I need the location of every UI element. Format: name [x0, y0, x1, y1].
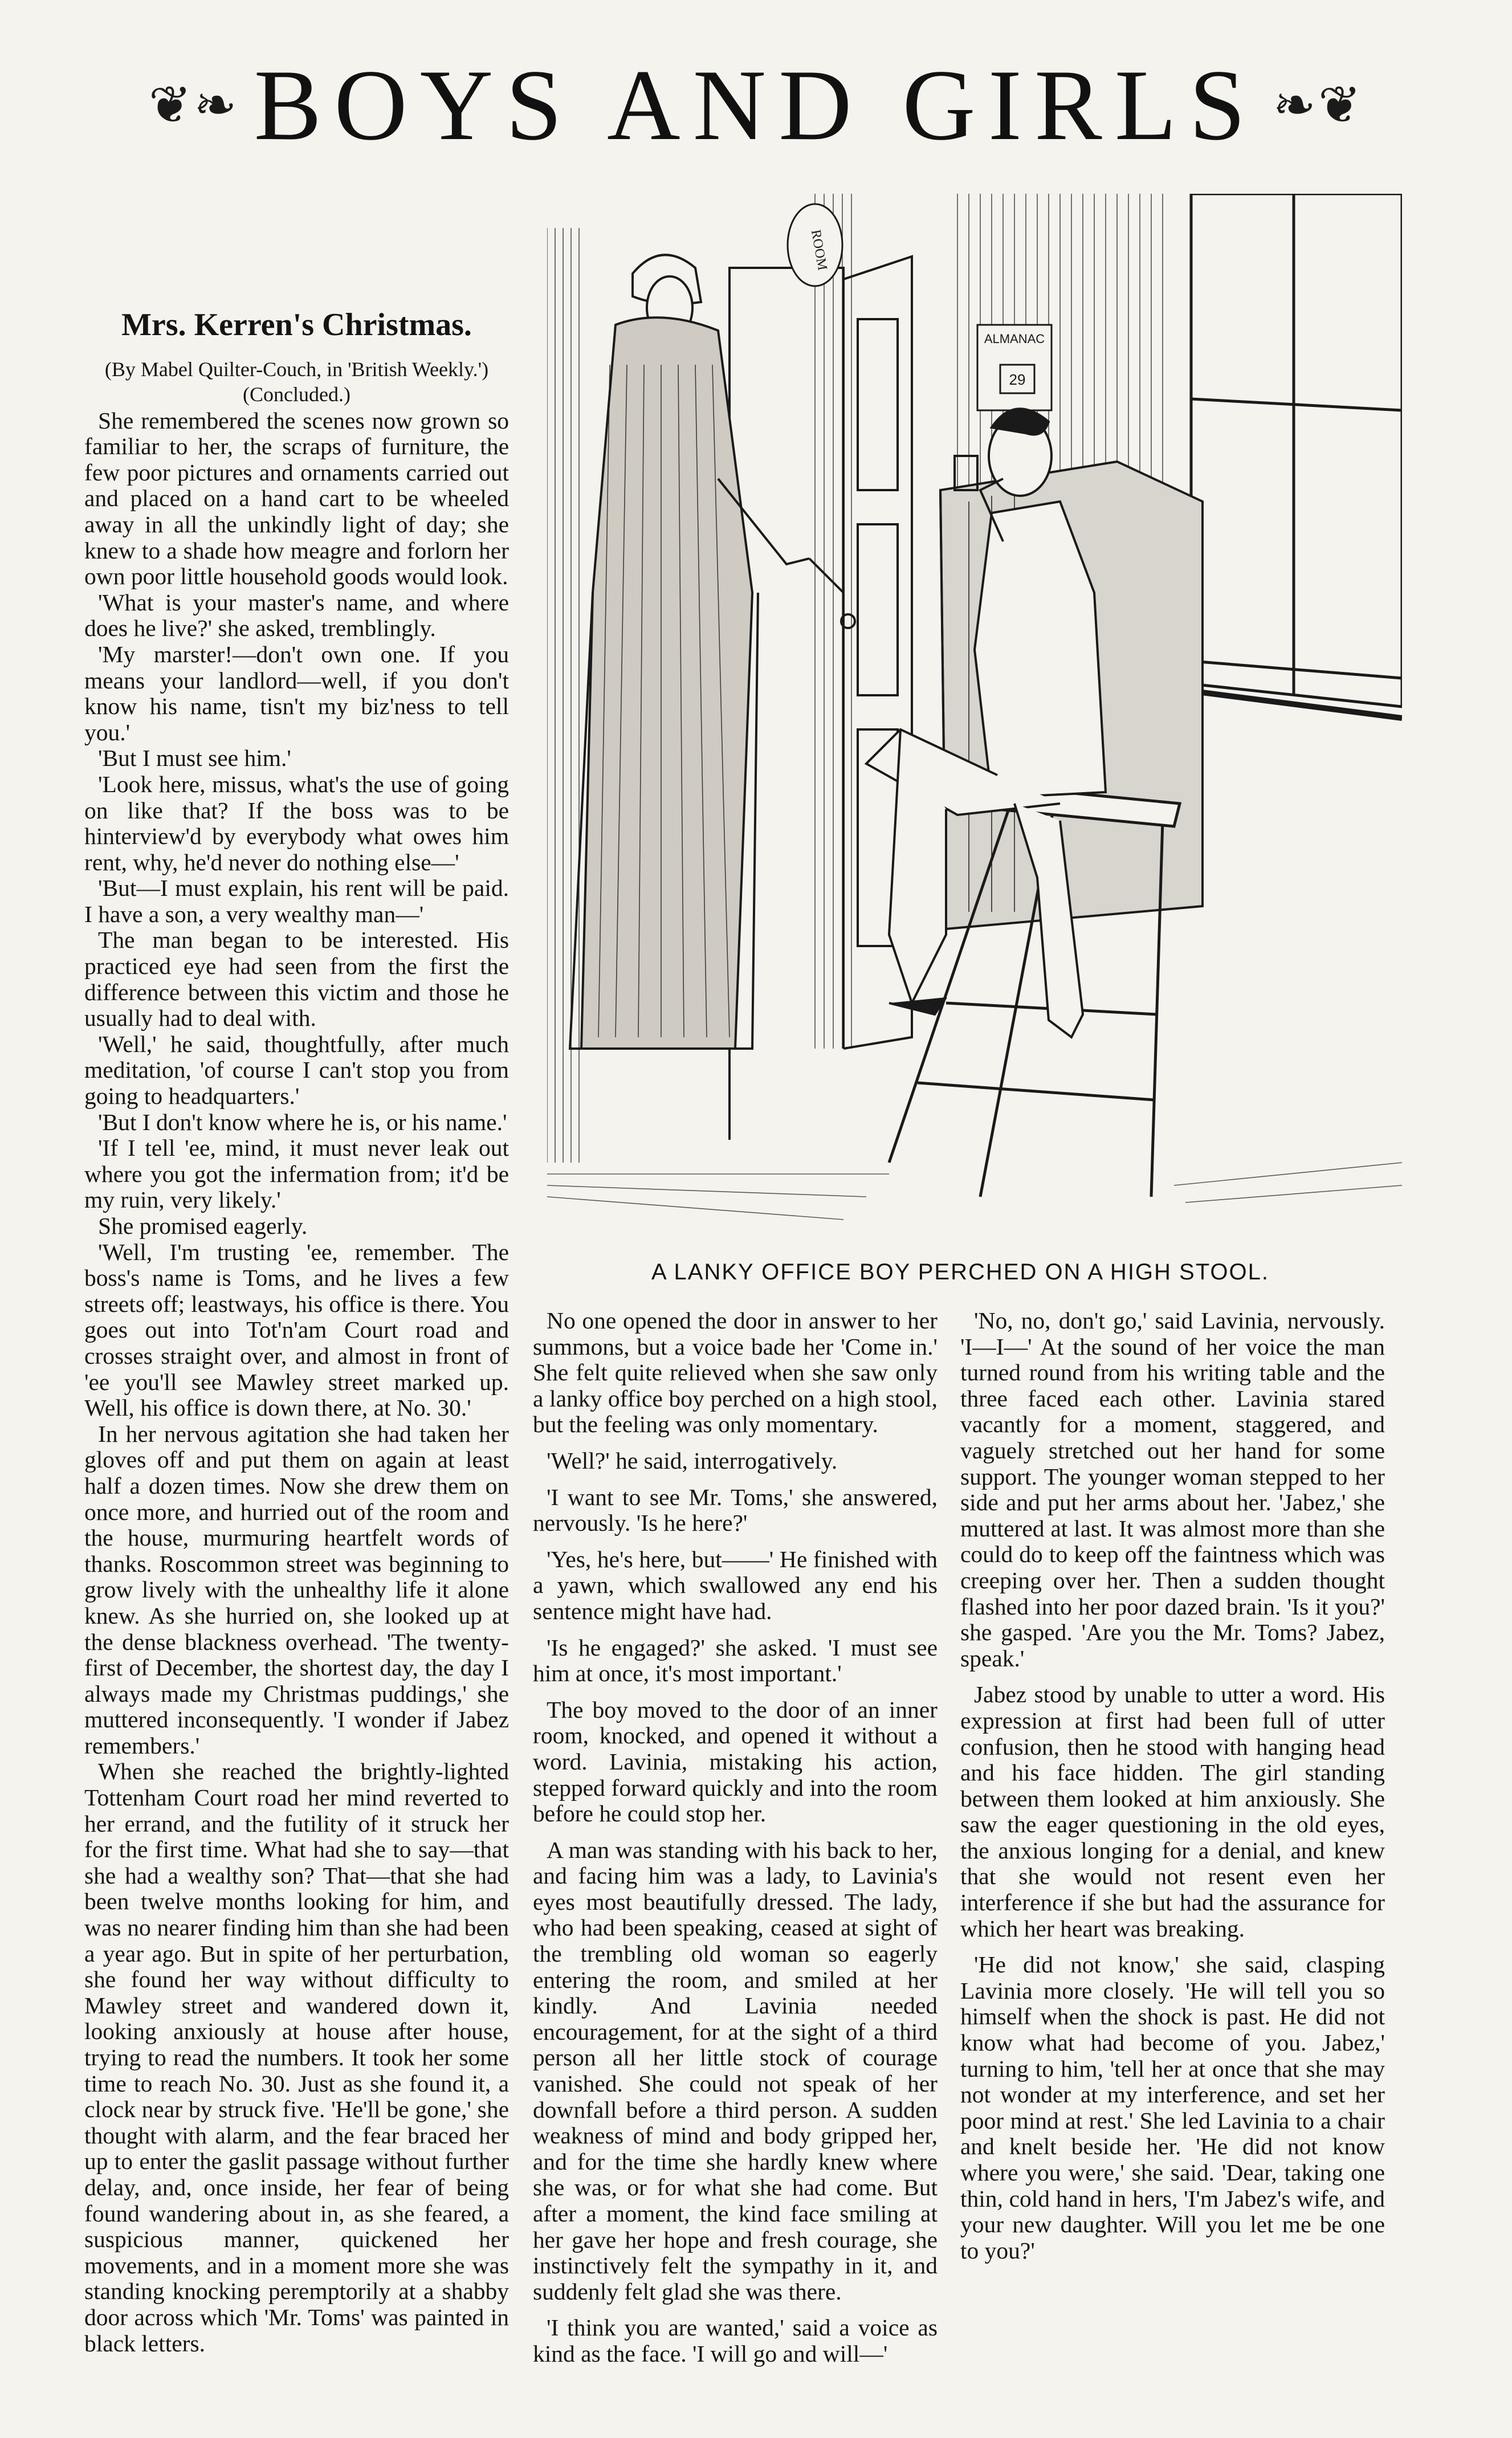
left-ornament: ❦❧ — [148, 75, 239, 135]
right-ornament: ❧❦ — [1273, 75, 1364, 135]
paragraph: 'But I must see him.' — [98, 745, 291, 772]
story-byline: (By Mabel Quilter-Couch, in 'British Weekly.') — [104, 358, 489, 381]
paragraph: 'But I don't know where he is, or his name.' — [98, 1108, 507, 1135]
column-2 — [533, 1308, 938, 2378]
paragraph: She promised eagerly. — [98, 1213, 308, 1239]
paragraph: 'Is he engaged?' she asked. 'I must see him at once, it's most important.' — [533, 1634, 938, 1687]
paragraph: 'Look here, missus, what's the use of going on like that? If the boss was to be hinterview'd by everybody what owes him rent, why, he'd never do nothing else—' — [84, 770, 509, 875]
illustration-caption: A LANKY OFFICE BOY PERCHED ON A HIGH STOOL. — [651, 1259, 1270, 1285]
paragraph: 'If I tell 'ee, mind, it must never leak out where you got the infermation from; it'd be my ruin, very likely.' — [84, 1135, 509, 1213]
paragraph: When she reached the brightly-lighted Tottenham Court road her mind reverted to her errand, and the futility of it struck her for the first time. What had she to say—that she had a wealthy son? That—that she had been twelve months looking for him, and was no nearer finding him than she had been a year ago. But in spite of her perturbation, she found her way without difficulty to Mawley street and wandered down it, looking anxiously at house after house, trying to read the numbers. It took her some time to reach No. 30. Just as she found it, a clock near by struck five. 'He'll be gone,' she thought with alarm, and the fear braced her up to enter the gaslit passage without further delay, and, once inside, her fear of being found wandering about in, as she feared, a suspicious manner, quickened her movements, and in a moment more she was standing knocking peremptorily at a shabby door across which 'Mr. Toms' was painted in black letters. — [84, 1758, 509, 2357]
paragraph: A man was standing with his back to her, and facing him was a lady, to Lavinia's eyes most beautifully dressed. The lady, who had been speaking, ceased at sight of the trembling old woman so eagerly entering the room, and smiled at her kindly. And Lavinia needed encouragement, for at the sight of a third person all her little stock of courage vanished. She could not speak of her downfall before a third person. A sudden weakness of mind and body gripped her, and for the time she hardly knew where she was, or for what she had come. But after a moment, the kind face smiling at her gave her hope and fresh courage, she instinctively felt the sympathy in it, and suddenly felt glad she was there. — [533, 1836, 938, 2305]
illustration — [547, 194, 1402, 1254]
column-3 — [960, 1308, 1385, 2274]
paragraph: 'No, no, don't go,' said Lavinia, nervously. 'I—I—' At the sound of her voice the man turned round from his writing table and the three faced each other. Lavinia stared vacantly for a moment, staggered, and vaguely stretched out her hand for some support. The younger woman stepped to her side and put her arms about her. 'Jabez,' she muttered at last. It was almost more than she could do to keep off the faintness which was creeping over her. Then a sudden thought flashed into her poor dazed brain. 'Is it you?' she gasped. 'Are you the Mr. Toms? Jabez, speak.' — [960, 1307, 1385, 1671]
door-sign-text: ROOM — [808, 229, 830, 272]
paragraph: The boy moved to the door of an inner room, knocked, and opened it without a word. Lavinia, mistaking his action, stepped forward quickly and into the room before he could stop her. — [533, 1696, 938, 1827]
almanac-label: ALMANAC — [984, 332, 1045, 346]
paragraph: 'Well,' he said, thoughtfully, after much meditation, 'of course I can't stop you from going to headquarters.' — [84, 1030, 509, 1110]
paragraph: 'He did not know,' she said, clasping Lavinia more closely. 'He will tell you so himself when the shock is past. He did not know what had become of you. Jabez,' turning to him, 'tell her at once that she may not wonder at my interference, and set her poor mind at rest.' She led Lavinia to a chair and knelt beside her. 'He did not know where you were,' she said. 'Dear, taking one thin, cold hand in hers, 'I'm Jabez's wife, and your new daughter. Will you let me be one to you?' — [960, 1951, 1385, 2264]
paragraph: 'I think you are wanted,' said a voice as kind as the face. 'I will go and will—' — [533, 2314, 938, 2367]
story-note: (Concluded.) — [243, 383, 351, 406]
paragraph: Jabez stood by unable to utter a word. His expression at first had been full of utter confusion, then he stood with hanging head and his face hidden. The girl standing between them looked at him anxiously. She saw the eager questioning in the old eyes, the anxious longing for a denial, and knew that she would not resent even her interference if she but had the assurance for which her heart was breaking. — [960, 1681, 1385, 1942]
masthead — [0, 48, 1512, 161]
paragraph: In her nervous agitation she had taken her gloves off and put them on again at least half a dozen times. Now she drew them on once more, and hurried out of the room and the house, murmuring heartfelt words of thanks. Roscommon street was beginning to grow lively with the unhealthy life it alone knew. As she hurried on, she looked up at the dense blackness overhead. 'The twenty-first of December, the shortest day, the day I always made my Christmas puddings,' she muttered inconsequently. 'I wonder if Jabez remembers.' — [84, 1420, 509, 1759]
paragraph: 'I want to see Mr. Toms,' she answered, nervously. 'Is he here?' — [533, 1483, 938, 1536]
paragraph: 'My marster!—don't own one. If you means your landlord—well, if you don't know his name, tisn't my biz'ness to tell you.' — [84, 641, 509, 745]
paragraph: 'Well?' he said, interrogatively. — [547, 1447, 838, 1474]
calendar-date: 29 — [1009, 371, 1026, 388]
page-heading: BOYS AND GIRLS — [254, 48, 1258, 161]
paragraph: 'But—I must explain, his rent will be paid. I have a son, a very wealthy man—' — [84, 875, 509, 927]
window — [1180, 194, 1402, 718]
paragraph: No one opened the door in answer to her summons, but a voice bade her 'Come in.' She felt quite relieved when she saw only a lanky office boy perched on a high stool, but the feeling was only momentary. — [533, 1307, 938, 1438]
paragraph: She remembered the scenes now grown so familiar to her, the scraps of furniture, the few poor pictures and ornaments carried out and placed on a hand cart to be wheeled away in all the unkindly light of day; she knew to a shade how meagre and forlorn her own poor little household goods would look. — [84, 407, 509, 590]
story-title: Mrs. Kerren's Christmas. — [121, 307, 472, 343]
paragraph: 'What is your master's name, and where does he live?' she asked, tremblingly. — [84, 589, 509, 642]
paragraph: 'Well, I'm trusting 'ee, remember. The boss's name is Toms, and he lives a few streets off; leastways, his office is there. You goes out into Tot'n'am Court road and crosses straight over, and almost in front of 'ee you'll see Mawley street marked up. Well, his office is down there, at No. 30.' — [84, 1238, 509, 1421]
floor-hatching — [547, 1163, 1402, 1220]
column-1 — [84, 308, 509, 2357]
elderly-woman — [570, 255, 843, 1049]
paragraph: 'Yes, he's here, but——' He finished with a yawn, which swallowed any end his sentence might have had. — [533, 1546, 938, 1624]
paragraph: The man began to be interested. His practiced eye had seen from the first the difference between this victim and those he usually had to deal with. — [84, 927, 509, 1032]
